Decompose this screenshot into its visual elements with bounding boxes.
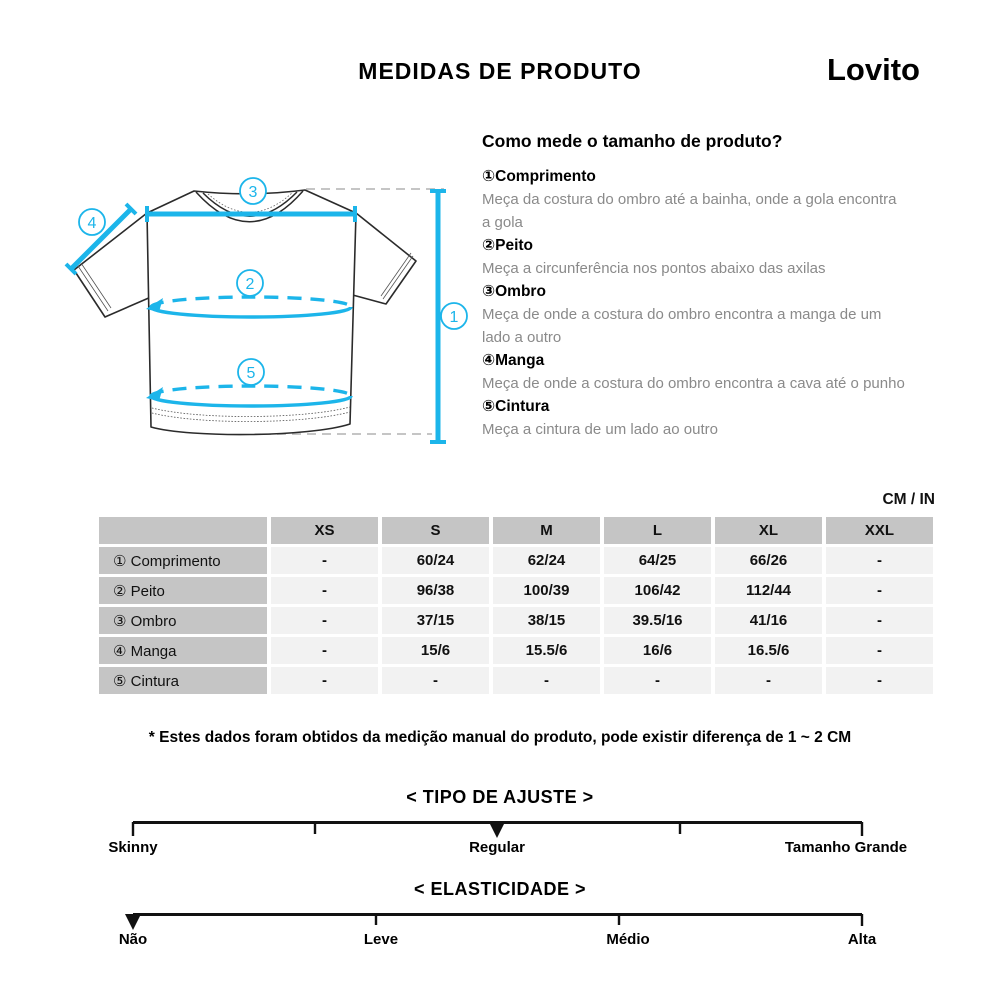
- fit-label-tamanho-grande: Tamanho Grande: [784, 839, 908, 856]
- size-column-header: XL: [715, 517, 822, 544]
- table-cell: 16/6: [604, 637, 711, 664]
- how-to-item-label: [482, 165, 907, 188]
- how-to-section: [482, 131, 907, 441]
- size-table-corner-cell: [99, 517, 267, 544]
- item-term: Manga: [495, 352, 545, 369]
- table-row: [99, 577, 933, 604]
- fit-label-skinny: Skinny: [108, 839, 158, 856]
- item-circled-number: ②: [482, 237, 496, 254]
- table-cell: -: [826, 577, 933, 604]
- marker-number-5: 5: [246, 365, 256, 382]
- elasticity-label-leve: Leve: [363, 931, 399, 948]
- fit-label-regular: Regular: [469, 839, 525, 856]
- table-cell: -: [715, 667, 822, 694]
- fit-scale-marker-triangle: [489, 822, 505, 838]
- table-row: [99, 607, 933, 634]
- item-circled-number: ⑤: [482, 398, 496, 415]
- size-column-header: XXL: [826, 517, 933, 544]
- table-cell: 41/16: [715, 607, 822, 634]
- page-title: MEDIDAS DE PRODUTO: [358, 58, 642, 84]
- item-circled-number: ①: [482, 168, 496, 185]
- table-cell: -: [271, 607, 378, 634]
- size-column-header: S: [382, 517, 489, 544]
- row-label: ⑤ Cintura: [99, 667, 267, 694]
- elasticity-label-medio: Médio: [606, 931, 650, 948]
- table-cell: -: [271, 577, 378, 604]
- table-cell: 112/44: [715, 577, 822, 604]
- row-label: ① Comprimento: [99, 547, 267, 574]
- table-cell: -: [271, 667, 378, 694]
- item-term: Comprimento: [495, 168, 596, 185]
- table-cell: 37/15: [382, 607, 489, 634]
- fit-scale-heading: < TIPO DE AJUSTE >: [406, 787, 594, 807]
- table-cell: -: [604, 667, 711, 694]
- table-cell: 106/42: [604, 577, 711, 604]
- how-to-item: [482, 395, 907, 441]
- table-row: [99, 637, 933, 664]
- item-term: Cintura: [495, 398, 550, 415]
- how-to-item-desc: Meça de onde a costura do ombro encontra a manga de um lado a outro: [482, 306, 882, 346]
- marker-number-3: 3: [248, 184, 258, 201]
- row-label: ④ Manga: [99, 637, 267, 664]
- table-cell: -: [271, 637, 378, 664]
- marker-number-1: 1: [449, 309, 459, 326]
- table-cell: 38/15: [493, 607, 600, 634]
- how-to-item: [482, 280, 907, 349]
- size-table-header-row: [99, 517, 933, 544]
- how-to-item-label: [482, 349, 907, 372]
- table-cell: 62/24: [493, 547, 600, 574]
- row-label: ③ Ombro: [99, 607, 267, 634]
- unit-label: CM / IN: [882, 491, 935, 508]
- table-cell: 60/24: [382, 547, 489, 574]
- elasticity-label-alta: Alta: [847, 931, 877, 948]
- table-cell: -: [271, 547, 378, 574]
- how-to-item-label: [482, 234, 907, 257]
- table-cell: -: [826, 547, 933, 574]
- table-cell: 100/39: [493, 577, 600, 604]
- table-row: [99, 547, 933, 574]
- row-label: ② Peito: [99, 577, 267, 604]
- elasticity-scale-heading: < ELASTICIDADE >: [413, 879, 587, 899]
- brand-logo: Lovito: [827, 52, 920, 87]
- how-to-item-desc: Meça da costura do ombro até a bainha, onde a gola encontra a gola: [482, 191, 897, 231]
- table-cell: 66/26: [715, 547, 822, 574]
- how-to-item: [482, 349, 907, 395]
- tshirt-measurement-diagram: [55, 155, 475, 465]
- measurement-disclaimer: * Estes dados foram obtidos da medição manual do produto, pode existir diferença de 1 ~ 2 CM: [148, 729, 852, 746]
- how-to-item-label: [482, 280, 907, 303]
- marker-number-2: 2: [245, 276, 255, 293]
- item-term: Peito: [495, 237, 534, 254]
- how-to-item-desc: Meça a circunferência nos pontos abaixo das axilas: [482, 260, 826, 277]
- table-cell: 15/6: [382, 637, 489, 664]
- table-cell: -: [382, 667, 489, 694]
- table-cell: 39.5/16: [604, 607, 711, 634]
- table-cell: -: [826, 637, 933, 664]
- table-cell: 64/25: [604, 547, 711, 574]
- item-term: Ombro: [495, 283, 546, 300]
- item-circled-number: ④: [482, 352, 496, 369]
- marker-number-4: 4: [87, 215, 97, 232]
- size-column-header: L: [604, 517, 711, 544]
- how-to-item-desc: Meça de onde a costura do ombro encontra a cava até o punho: [482, 375, 905, 392]
- elasticity-scale-marker-triangle: [125, 914, 141, 930]
- table-row: [99, 667, 933, 694]
- size-column-header: M: [493, 517, 600, 544]
- size-table: [95, 514, 937, 697]
- how-to-heading: Como mede o tamanho de produto?: [482, 131, 783, 151]
- table-cell: -: [826, 607, 933, 634]
- table-cell: -: [826, 667, 933, 694]
- size-column-header: XS: [271, 517, 378, 544]
- item-circled-number: ③: [482, 283, 496, 300]
- how-to-item: [482, 234, 907, 280]
- table-cell: 96/38: [382, 577, 489, 604]
- table-cell: 16.5/6: [715, 637, 822, 664]
- how-to-item-desc: Meça a cintura de um lado ao outro: [482, 421, 718, 438]
- elasticity-label-nao: Não: [118, 931, 148, 948]
- table-cell: 15.5/6: [493, 637, 600, 664]
- how-to-item: [482, 165, 907, 234]
- table-cell: -: [493, 667, 600, 694]
- how-to-item-label: [482, 395, 907, 418]
